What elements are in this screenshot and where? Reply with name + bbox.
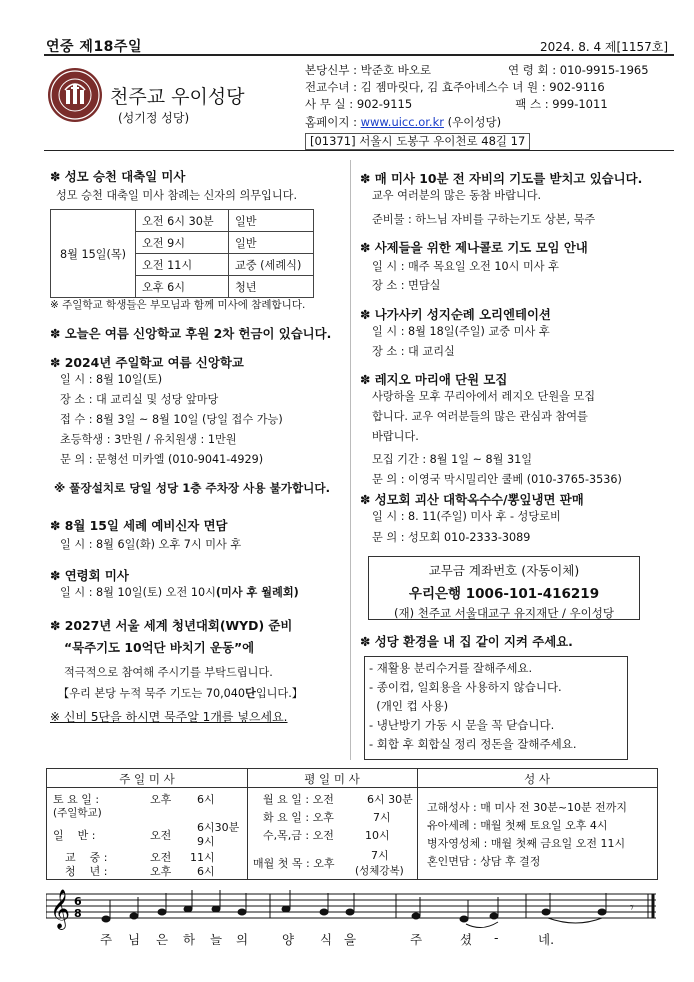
list-item: - 종이컵, 일회용을 사용하지 않습니다. [369, 680, 562, 694]
table-row [51, 210, 314, 232]
weekday-time: 7시 [373, 811, 391, 824]
lyric-syllable: 주 [100, 932, 113, 947]
list-item: - 재활용 분리수거를 잘해주세요. [369, 661, 533, 675]
cenacle-title: ✽ 사제들을 위한 제나콜로 기도 모임 안내 [360, 240, 588, 255]
lyric-syllable: 양 [282, 932, 295, 947]
list-item: (개인 컵 사용) [369, 699, 449, 713]
cenacle-line2: 장 소 : 면담실 [372, 279, 441, 292]
weekday-label: 화 요 일 : 오후 [263, 811, 334, 824]
wyd-slogan: “묵주기도 10억단 바치기 운동”에 [64, 640, 255, 655]
office-phone: 902-9115 [356, 97, 413, 112]
summer-school-details [60, 370, 283, 470]
assumption-desc: 성모 승천 대축일 미사 참례는 신자의 의무입니다. [56, 189, 298, 202]
list-item: - 냉난방기 가동 시 문을 꼭 닫습니다. [369, 718, 555, 732]
cenacle-line1: 일 시 : 매주 목요일 오전 10시 미사 후 [372, 260, 559, 273]
list-item: - 회합 후 회합실 정리 정돈을 잘해주세요. [369, 737, 577, 751]
svg-text:6: 6 [74, 895, 82, 908]
sunday-time: 6시 [197, 793, 215, 806]
schedule-time: 오전 6시 30분 [136, 210, 229, 232]
sunday-youth-label: 청 년 : [65, 865, 108, 878]
pastor-value: 박준호 바오로 [360, 63, 431, 77]
account-title: 교무금 계좌번호 (자동이체) [428, 563, 580, 578]
wyd-title-text: 2027년 서울 세계 청년대회(WYD) 준비 [64, 618, 293, 633]
baptism-line: 일 시 : 8월 6일(화) 오후 7시 미사 후 [60, 538, 242, 551]
lyric-syllable: 네. [538, 932, 555, 947]
sunday-time: 11시 [190, 851, 215, 864]
convent-phone: 902-9116 [549, 80, 605, 95]
svg-text:8: 8 [74, 907, 82, 920]
legio-title-text: 레지오 마리애 단원 모집 [374, 372, 508, 387]
weekday-benediction: (성체강복) [355, 865, 404, 877]
mercy-title: ✽ 매 미사 10분 전 자비의 기도를 받치고 있습니다. [360, 171, 643, 186]
weekday-time: 6시 30분 [367, 793, 413, 806]
schedule-time: 오전 11시 [136, 254, 229, 276]
sunday-ampm: 오후 [150, 865, 172, 878]
nagasaki-line1: 일 시 : 8월 18일(주일) 교중 미사 후 [372, 325, 550, 338]
schedule-time: 오전 9시 [136, 232, 229, 254]
sunday-time: 9시 [197, 835, 215, 848]
list-item: 혼인면담 : 상담 후 결정 [427, 855, 541, 868]
lyric-syllable: 식 [320, 932, 333, 947]
funeral-phone: 010-9915-1965 [559, 63, 649, 77]
legio-line: 문 의 : 이영국 막시밀리안 쿨베 (010-3765-3536) [372, 473, 622, 486]
sisters-value: 김 젬마릿다, 김 효주아녜스수 녀 원 : [360, 80, 546, 95]
assumption-note: ※ 주일학교 학생들은 부모님과 함께 미사에 참례합니다. [50, 299, 306, 311]
baptism-title: ✽ 8월 15일 세례 예비신자 면담 [50, 518, 228, 533]
elders-mass-line [60, 583, 299, 603]
elders-mass-title-text: 연령회 미사 [64, 568, 129, 583]
collection-text: 오늘은 여름 신앙학교 후원 2차 헌금이 있습니다. [64, 326, 332, 341]
rest-icon: 𝄾 [630, 900, 634, 916]
list-item: 고해성사 : 매 미사 전 30분~10분 전까지 [427, 801, 628, 814]
environment-title: ✽ 성당 환경을 내 집 같이 지켜 주세요. [360, 634, 573, 649]
sunday-mass-header: 주 일 미 사 [119, 772, 175, 786]
list-item: 유아세례 : 매월 첫째 토요일 오후 4시 [427, 819, 608, 832]
wyd-title: ✽ 2027년 서울 세계 청년대회(WYD) 준비 [50, 618, 293, 633]
lyric-syllable: 의 [236, 932, 249, 947]
parish-info [305, 62, 649, 150]
homepage-label: 홈페이지 : [305, 114, 357, 129]
lyric-syllable: 늘 [210, 932, 223, 947]
mothers-line2: 문 의 : 성모회 010-2333-3089 [372, 531, 531, 544]
assumption-date: 8월 15일(목) [51, 210, 136, 298]
address: [01371] 서울시 도봉구 우이천로 48길 17 [310, 133, 526, 148]
cenacle-title-text: 사제들을 위한 제나콜로 기도 모임 안내 [374, 240, 588, 255]
office-label: 사 무 실 : [305, 97, 354, 112]
parking-warning: ※ 풀장설치로 당일 성당 1층 주차장 사용 불가합니다. [54, 481, 330, 495]
treble-clef-icon: 𝄞 [50, 889, 71, 929]
collection-notice: ✽ 오늘은 여름 신앙학교 후원 2차 헌금이 있습니다. [50, 326, 332, 341]
mercy-line1: 교우 여러분의 많은 동참 바랍니다. [372, 189, 542, 202]
account-holder: (재) 천주교 서울대교구 유지재단 / 우이성당 [394, 606, 614, 620]
legio-details [372, 387, 622, 490]
column-divider [350, 160, 351, 760]
tithe-account-box [368, 556, 640, 620]
homepage-link[interactable]: www.uicc.or.kr [360, 114, 444, 129]
summer-school-title-text: 2024년 주일학교 여름 신앙학교 [64, 355, 244, 370]
lyric-syllable: 을 [344, 932, 357, 947]
rosary-note: ※ 신비 5단을 하시면 묵주알 1개를 넣으세요. [50, 710, 288, 724]
liturgical-season: 연중 제18주일 [46, 39, 142, 55]
summer-line: 일 시 : 8월 10일(토) [60, 373, 163, 386]
schedule-type: 청년 [229, 276, 314, 298]
summer-line: 접 수 : 8월 3일 ~ 8월 10일 (당일 접수 가능) [60, 413, 283, 426]
sunday-general-label: 일 반 : [53, 829, 96, 842]
parish-subtitle: (성기정 성당) [118, 111, 190, 125]
legio-line: 바랍니다. [372, 430, 419, 443]
assumption-schedule-table [50, 209, 314, 298]
funeral-label: 연 령 회 : [507, 63, 557, 77]
mass-schedule-table [46, 768, 658, 880]
sacraments-header: 성 사 [524, 772, 550, 786]
elders-line-text: 일 시 : 8월 10일(토) 오전 10시 [60, 586, 216, 599]
weekday-label: 수,목,금 : 오전 [263, 829, 334, 842]
sunday-ampm: 오전 [150, 851, 172, 864]
lyric-syllable: 셨 [460, 932, 473, 947]
issue-date: 2024. 8. 4 제[1157호] [540, 40, 668, 54]
header-rule [44, 54, 674, 56]
lyric-syllable: 하 [183, 932, 196, 947]
weekday-mass-header: 평 일 미 사 [304, 772, 360, 786]
fax-number: 999-1011 [552, 97, 608, 112]
summer-line: 초등학생 : 3만원 / 유치원생 : 1만원 [60, 433, 237, 446]
environment-title-text: 성당 환경을 내 집 같이 지켜 주세요. [374, 634, 573, 649]
mothers-line1: 일 시 : 8. 11(주일) 미사 후 - 성당로비 [372, 510, 561, 523]
mercy-title-text: 매 미사 10분 전 자비의 기도를 받치고 있습니다. [374, 171, 643, 186]
wyd-line2 [58, 684, 303, 704]
legio-line: 사랑하올 모후 꾸리아에서 레지오 단원을 모집 [372, 390, 596, 403]
sunday-main-label: 교 중 : [65, 851, 108, 864]
wyd-count-pre: 【우리 본당 누적 묵주 기도는 70,040 [58, 687, 245, 700]
sunday-ampm: 오후 [150, 793, 172, 806]
fax-label: 팩 스 : [515, 97, 549, 112]
wyd-count-post: 입니다.】 [255, 687, 303, 700]
weekday-time: 10시 [365, 829, 390, 842]
summer-line: 장 소 : 대 교리실 및 성당 앞마당 [60, 393, 219, 406]
weekday-label: 매월 첫 목 : 오후 [253, 857, 335, 870]
summer-school-title: ✽ 2024년 주일학교 여름 신앙학교 [50, 355, 244, 370]
legio-line: 모집 기간 : 8월 1일 ~ 8월 31일 [372, 453, 533, 466]
parish-logo [48, 68, 102, 122]
mothers-sale-title: ✽ 성모회 괴산 대학옥수수/뽕잎냉면 판매 [360, 492, 584, 507]
lyrics [0, 930, 694, 950]
sunday-saturday-sub: (주일학교) [53, 807, 102, 819]
wyd-count-bold: 단 [245, 687, 256, 700]
environment-list [364, 656, 628, 760]
schedule-time: 오후 6시 [136, 276, 229, 298]
account-number: 우리은행 1006-101-416219 [408, 586, 600, 602]
pastor-label: 본당신부 : [305, 63, 357, 77]
sunday-time: 6시 [197, 865, 215, 878]
schedule-type: 교중 (세례식) [229, 254, 314, 276]
sunday-saturday-label: 토 요 일 : [53, 793, 100, 806]
legio-line: 합니다. 교우 여러분들의 많은 관심과 참여를 [372, 410, 588, 423]
mothers-sale-title-text: 성모회 괴산 대학옥수수/뽕잎냉면 판매 [374, 492, 584, 507]
lyric-syllable: 주 [410, 932, 423, 947]
lyric-syllable: 님 [128, 932, 141, 947]
summer-line: 문 의 : 문형선 미카엘 (010-9041-4929) [60, 453, 264, 466]
lyric-syllable: - [494, 930, 499, 945]
header-bottom-rule [44, 150, 674, 151]
homepage-suffix: (우이성당) [447, 114, 502, 129]
wyd-line1: 적극적으로 참여해 주시기를 부탁드립니다. [64, 666, 273, 679]
assumption-title-text: 성모 승천 대축일 미사 [64, 169, 186, 184]
elders-line-bold: (미사 후 월례회) [215, 586, 299, 599]
list-item: 병자영성체 : 매월 첫째 금요일 오전 11시 [427, 837, 626, 850]
lyric-syllable: 은 [156, 932, 169, 947]
elders-mass-title: ✽ 연령회 미사 [50, 568, 129, 583]
parish-name: 천주교 우이성당 [110, 86, 245, 108]
nagasaki-title-text: 나가사키 성지순례 오리엔테이션 [374, 307, 551, 322]
nagasaki-title: ✽ 나가사키 성지순례 오리엔테이션 [360, 307, 551, 322]
schedule-type: 일반 [229, 210, 314, 232]
weekday-label: 월 요 일 : 오전 [263, 793, 334, 806]
assumption-title: ✽ 성모 승천 대축일 미사 [50, 169, 186, 184]
address-box [305, 133, 530, 150]
sunday-time: 6시30분 [197, 821, 240, 834]
schedule-type: 일반 [229, 232, 314, 254]
sacraments-list [427, 799, 627, 871]
sisters-label: 전교수녀 : [305, 80, 357, 95]
legio-title: ✽ 레지오 마리애 단원 모집 [360, 372, 508, 387]
baptism-title-text: 8월 15일 세례 예비신자 면담 [64, 518, 228, 533]
nagasaki-line2: 장 소 : 대 교리실 [372, 345, 455, 358]
weekday-time: 7시 [371, 849, 389, 862]
sunday-ampm: 오전 [150, 829, 172, 842]
mercy-line2: 준비물 : 하느님 자비를 구하는기도 상본, 묵주 [372, 213, 596, 226]
